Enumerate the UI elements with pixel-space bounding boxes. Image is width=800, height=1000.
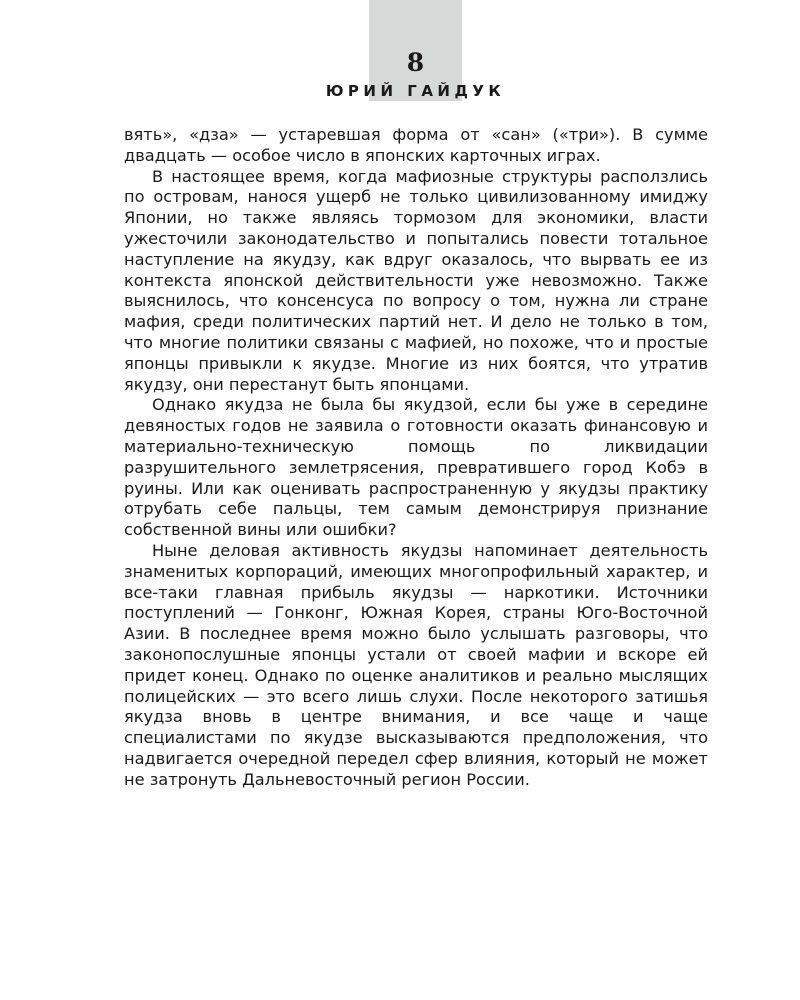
paragraph: Ныне деловая активность якудзы напоминает деятельность знаменитых корпораций, имеющих многопрофильный характер, и все-таки главная прибыль якудзы — наркотики. Источники поступлений — Гонконг, Южная Корея, страны Юго-Восточной Азии. В последнее время можно было услышать разговоры, что законопослушные японцы устали от своей мафии и вскоре ей придет конец. Однако по оценке аналитиков и реально мыслящих полицейских — это всего лишь слухи. После некоторого затишья якудза вновь в центре внимания, и все чаще и чаще специалистами по якудзе высказываются предположения, что надвигается очередной передел сфер влияния, который не может не затронуть Дальневосточный регион России. xyxy=(124,540,708,789)
paragraph-continuation: вять», «дза» — устаревшая форма от «сан» («три»). В сумме двадцать — особое число в японских карточных играх. xyxy=(124,125,708,165)
running-head-author: ЮРИЙ ГАЙДУК xyxy=(325,82,506,100)
paragraph: Однако якудза не была бы якудзой, если бы уже в середине девяностых годов не заявила о готовности оказать финансовую и материально-техническую помощь по ликвидации разрушительного землетрясения, превратившего город Кобэ в руины. Или как оценивать распространенную у якудзы практику отрубать себе пальцы, тем самым демонстрируя признание собственной вины или ошибки? xyxy=(124,395,708,540)
paragraph: В настоящее время, когда мафиозные структуры расползлись по островам, нанося ущерб не только цивилизованному имиджу Японии, но также являясь тормозом для экономики, власти ужесточили законодательство и попытались повести тотальное наступление на якудзу, как вдруг оказалось, что вырвать ее из контекста японской действительности уже невозможно. Также выяснилось, что консенсуса по вопросу о том, нужна ли стране мафия, среди политических партий нет. И дело не только в том, что многие политики связаны с мафией, но похоже, что и простые японцы привыкли к якудзе. Многие из них боятся, что утратив якудзу, они перестанут быть японцами. xyxy=(124,166,708,394)
page-number: 8 xyxy=(406,48,425,77)
body-text xyxy=(124,125,708,791)
